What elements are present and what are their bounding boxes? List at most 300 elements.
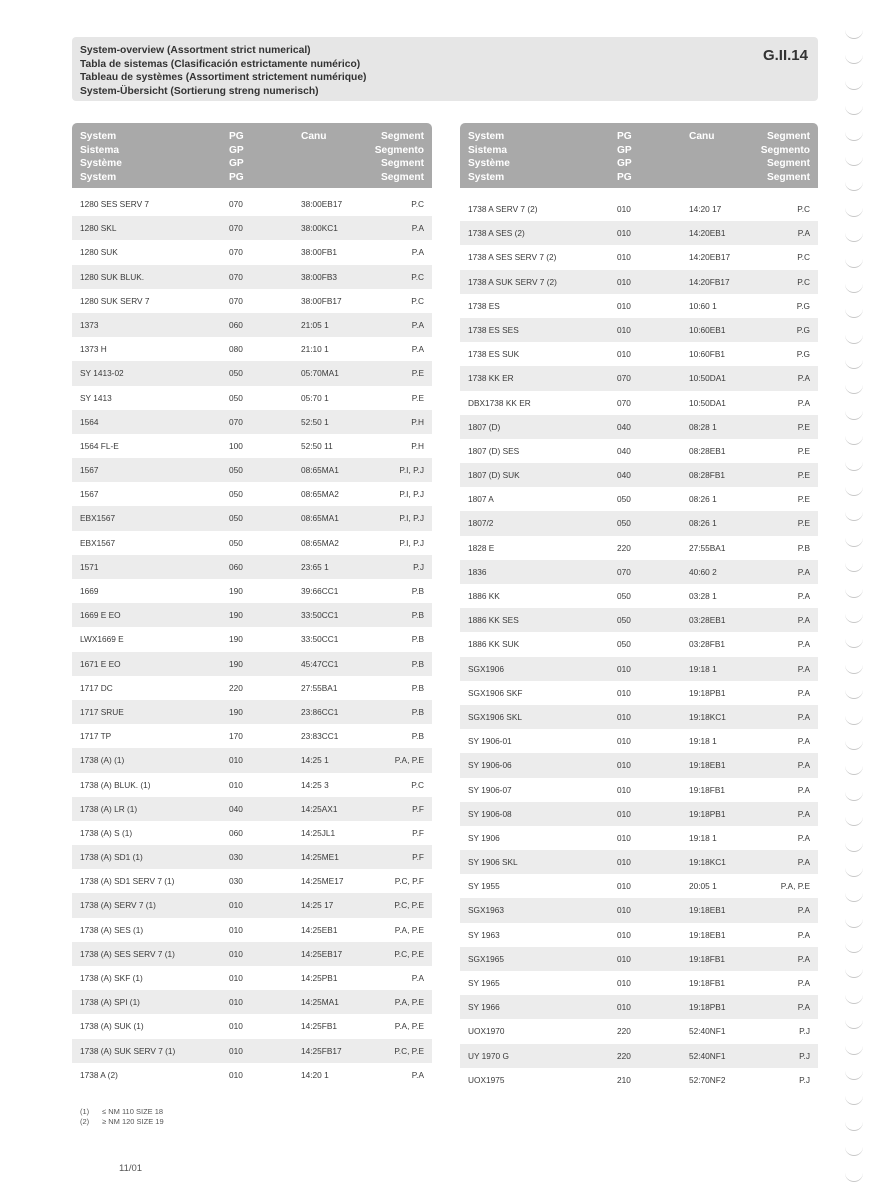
binder-hole bbox=[845, 942, 863, 953]
segment-cell: P.F bbox=[412, 803, 424, 814]
canu-cell: 08:28EB1 bbox=[689, 445, 726, 456]
segment-cell: P.B bbox=[797, 542, 810, 553]
pg-cell: 010 bbox=[229, 924, 243, 935]
binder-hole bbox=[845, 714, 863, 725]
table-row bbox=[72, 652, 432, 676]
binder-hole bbox=[845, 460, 863, 471]
table-row bbox=[72, 700, 432, 724]
binder-hole bbox=[845, 383, 863, 394]
pg-cell: 010 bbox=[229, 779, 243, 790]
canu-cell: 14:25AX1 bbox=[301, 803, 338, 814]
segment-cell: P.A bbox=[797, 663, 810, 674]
binder-holes bbox=[845, 28, 867, 1196]
canu-cell: 10:60FB1 bbox=[689, 349, 725, 360]
pg-cell: 010 bbox=[617, 1002, 631, 1013]
segment-cell: P.C, P.E bbox=[394, 900, 424, 911]
canu-cell: 38:00FB1 bbox=[301, 247, 337, 258]
pg-cell: 010 bbox=[617, 808, 631, 819]
pg-cell: 040 bbox=[229, 803, 243, 814]
table-row bbox=[72, 506, 432, 530]
table-row bbox=[72, 797, 432, 821]
table-row bbox=[460, 511, 818, 535]
segment-cell: P.B bbox=[411, 658, 424, 669]
canu-cell: 21:05 1 bbox=[301, 319, 329, 330]
table-row bbox=[460, 705, 818, 729]
segment-cell: P.J bbox=[799, 1050, 810, 1061]
table-row bbox=[72, 748, 432, 772]
segment-cell: P.A bbox=[797, 808, 810, 819]
footnote: (2) ≥ NM 120 SIZE 19 bbox=[80, 1117, 164, 1126]
pg-cell: 050 bbox=[229, 489, 243, 500]
system-cell: 1807 (D) SES bbox=[468, 445, 520, 456]
canu-cell: 14:20FB17 bbox=[689, 276, 730, 287]
system-cell: 1807 A bbox=[468, 494, 494, 505]
system-cell: SGX1963 bbox=[468, 905, 504, 916]
pg-cell: 080 bbox=[229, 344, 243, 355]
binder-hole bbox=[845, 815, 863, 826]
segment-cell: P.B bbox=[411, 682, 424, 693]
table-row bbox=[72, 869, 432, 893]
binder-hole bbox=[845, 434, 863, 445]
system-cell: 1280 SUK BLUK. bbox=[80, 271, 145, 282]
system-cell: SGX1906 SKF bbox=[468, 687, 523, 698]
segment-cell: P.B bbox=[411, 706, 424, 717]
system-cell: 1886 KK SUK bbox=[468, 639, 520, 650]
segment-cell: P.A bbox=[797, 711, 810, 722]
pg-cell: 010 bbox=[229, 1069, 243, 1080]
binder-hole bbox=[845, 967, 863, 978]
pg-cell: 070 bbox=[617, 373, 631, 384]
canu-cell: 08:65MA2 bbox=[301, 489, 339, 500]
table-row bbox=[72, 1063, 432, 1087]
pg-cell: 050 bbox=[617, 494, 631, 505]
binder-hole bbox=[845, 1171, 863, 1182]
segment-cell: P.F bbox=[412, 827, 424, 838]
canu-cell: 08:26 1 bbox=[689, 518, 717, 529]
table-row bbox=[460, 294, 818, 318]
binder-hole bbox=[845, 1044, 863, 1055]
system-cell: 1373 H bbox=[80, 344, 107, 355]
segment-cell: P.C bbox=[411, 779, 424, 790]
column-canu: Canu bbox=[689, 131, 715, 142]
segment-cell: P.E bbox=[411, 368, 424, 379]
pg-cell: 170 bbox=[229, 731, 243, 742]
pg-cell: 010 bbox=[617, 711, 631, 722]
pg-cell: 190 bbox=[229, 610, 243, 621]
segment-cell: P.I, P.J bbox=[399, 465, 424, 476]
pg-cell: 190 bbox=[229, 634, 243, 645]
table-row bbox=[460, 874, 818, 898]
table-row bbox=[460, 753, 818, 777]
title-es: Tabla de sistemas (Clasificación estrictamente numérico) bbox=[80, 58, 361, 70]
column-segment: Segment Segmento Segment Segment bbox=[374, 131, 424, 183]
canu-cell: 14:20 1 bbox=[301, 1069, 329, 1080]
pg-cell: 070 bbox=[229, 199, 243, 209]
binder-hole bbox=[845, 333, 863, 344]
canu-cell: 38:00EB17 bbox=[301, 199, 343, 209]
canu-cell: 14:20 17 bbox=[689, 204, 722, 214]
table-row bbox=[72, 289, 432, 313]
canu-cell: 19:18EB1 bbox=[689, 760, 726, 771]
binder-hole bbox=[845, 510, 863, 521]
table-row bbox=[460, 221, 818, 245]
system-cell: 1567 bbox=[80, 465, 99, 476]
table-row bbox=[460, 1068, 818, 1092]
canu-cell: 05:70 1 bbox=[301, 392, 329, 403]
table-row bbox=[460, 1044, 818, 1068]
page-date: 11/01 bbox=[119, 1163, 143, 1174]
binder-hole bbox=[845, 663, 863, 674]
right-table bbox=[460, 123, 818, 1092]
pg-cell: 190 bbox=[229, 706, 243, 717]
segment-cell: P.B bbox=[411, 634, 424, 645]
system-cell: 1738 A (2) bbox=[80, 1069, 118, 1080]
canu-cell: 19:18EB1 bbox=[689, 905, 726, 916]
pg-cell: 010 bbox=[617, 349, 631, 360]
system-cell: 1738 (A) SES (1) bbox=[80, 924, 144, 935]
table-row bbox=[460, 584, 818, 608]
pg-cell: 070 bbox=[229, 295, 243, 306]
canu-cell: 14:25ME1 bbox=[301, 852, 339, 863]
canu-cell: 19:18FB1 bbox=[689, 978, 725, 988]
binder-hole bbox=[845, 53, 863, 64]
canu-cell: 14:20EB17 bbox=[689, 252, 731, 263]
binder-hole bbox=[845, 130, 863, 141]
system-cell: SY 1965 bbox=[468, 978, 500, 988]
pg-cell: 010 bbox=[229, 755, 243, 766]
segment-cell: P.B bbox=[411, 731, 424, 742]
system-cell: 1564 bbox=[80, 416, 99, 427]
segment-cell: P.A bbox=[797, 929, 810, 940]
table-row bbox=[72, 192, 432, 216]
system-cell: 1717 TP bbox=[80, 731, 112, 742]
pg-cell: 050 bbox=[229, 537, 243, 548]
segment-cell: P.A bbox=[797, 615, 810, 626]
segment-cell: P.J bbox=[799, 1074, 810, 1085]
canu-cell: 23:86CC1 bbox=[301, 706, 339, 717]
table-body bbox=[72, 192, 432, 1087]
pg-cell: 220 bbox=[617, 542, 631, 553]
system-cell: SY 1906 SKL bbox=[468, 857, 518, 868]
segment-cell: P.C bbox=[797, 252, 810, 263]
segment-cell: P.A, P.E bbox=[394, 924, 424, 935]
table-row bbox=[460, 947, 818, 971]
table-row bbox=[460, 971, 818, 995]
canu-cell: 45:47CC1 bbox=[301, 658, 339, 669]
canu-cell: 14:25 3 bbox=[301, 779, 329, 790]
canu-cell: 14:25PB1 bbox=[301, 973, 338, 983]
table-row bbox=[460, 318, 818, 342]
table-row bbox=[72, 724, 432, 748]
pg-cell: 030 bbox=[229, 876, 243, 887]
canu-cell: 03:28 1 bbox=[689, 591, 717, 601]
canu-cell: 52:40NF1 bbox=[689, 1050, 726, 1061]
system-cell: 1738 (A) SD1 (1) bbox=[80, 852, 143, 863]
segment-cell: P.A, P.E bbox=[394, 997, 424, 1008]
system-cell: 1373 bbox=[80, 319, 99, 330]
binder-hole bbox=[845, 485, 863, 496]
segment-cell: P.C, P.E bbox=[394, 1045, 424, 1056]
canu-cell: 03:28FB1 bbox=[689, 639, 725, 650]
table-row bbox=[460, 342, 818, 366]
pg-cell: 190 bbox=[229, 658, 243, 669]
pg-cell: 010 bbox=[229, 973, 243, 983]
canu-cell: 20:05 1 bbox=[689, 881, 717, 892]
pg-cell: 010 bbox=[617, 324, 631, 335]
title-de: System-Übersicht (Sortierung streng numerisch) bbox=[80, 85, 319, 97]
segment-cell: P.J bbox=[799, 1026, 810, 1037]
pg-cell: 070 bbox=[617, 397, 631, 408]
canu-cell: 14:25FB17 bbox=[301, 1045, 342, 1056]
segment-cell: P.E bbox=[797, 445, 810, 456]
segment-cell: P.C, P.E bbox=[394, 948, 424, 959]
pg-cell: 050 bbox=[617, 518, 631, 529]
system-cell: 1738 (A) SUK (1) bbox=[80, 1021, 144, 1032]
table-row bbox=[460, 1019, 818, 1043]
pg-cell: 060 bbox=[229, 561, 243, 572]
canu-cell: 14:20EB1 bbox=[689, 228, 726, 239]
table-row bbox=[460, 923, 818, 947]
table-header bbox=[72, 123, 432, 188]
system-cell: UOX1975 bbox=[468, 1074, 505, 1085]
table-row bbox=[72, 966, 432, 990]
segment-cell: P.G bbox=[796, 349, 810, 360]
system-cell: 1738 (A) S (1) bbox=[80, 827, 133, 838]
segment-cell: P.A, P.E bbox=[780, 881, 810, 892]
system-cell: 1571 bbox=[80, 561, 99, 572]
pg-cell: 050 bbox=[229, 513, 243, 524]
pg-cell: 010 bbox=[617, 881, 631, 892]
table-row bbox=[72, 240, 432, 264]
table-row bbox=[72, 1014, 432, 1038]
canu-cell: 38:00KC1 bbox=[301, 223, 338, 234]
binder-hole bbox=[845, 790, 863, 801]
table-row bbox=[72, 313, 432, 337]
segment-cell: P.I, P.J bbox=[399, 513, 424, 524]
pg-cell: 070 bbox=[617, 566, 631, 577]
system-cell: 1807/2 bbox=[468, 518, 494, 529]
table-row bbox=[72, 410, 432, 434]
canu-cell: 52:40NF1 bbox=[689, 1026, 726, 1037]
pg-cell: 010 bbox=[617, 905, 631, 916]
canu-cell: 19:18FB1 bbox=[689, 784, 725, 795]
binder-hole bbox=[845, 307, 863, 318]
table-row bbox=[460, 608, 818, 632]
canu-cell: 19:18PB1 bbox=[689, 808, 726, 819]
table-row bbox=[72, 990, 432, 1014]
segment-cell: P.E bbox=[797, 470, 810, 481]
pg-cell: 010 bbox=[617, 784, 631, 795]
binder-hole bbox=[845, 79, 863, 90]
pg-cell: 050 bbox=[229, 465, 243, 476]
table-row bbox=[460, 681, 818, 705]
segment-cell: P.A bbox=[797, 373, 810, 384]
table-row bbox=[72, 579, 432, 603]
pg-cell: 010 bbox=[617, 204, 631, 214]
system-cell: 1738 KK ER bbox=[468, 373, 514, 384]
segment-cell: P.A bbox=[411, 247, 424, 258]
pg-cell: 010 bbox=[617, 760, 631, 771]
binder-hole bbox=[845, 917, 863, 928]
pg-cell: 040 bbox=[617, 470, 631, 481]
segment-cell: P.G bbox=[796, 300, 810, 311]
binder-hole bbox=[845, 206, 863, 217]
pg-cell: 010 bbox=[617, 687, 631, 698]
canu-cell: 08:65MA1 bbox=[301, 465, 339, 476]
binder-hole bbox=[845, 891, 863, 902]
system-cell: 1280 SUK SERV 7 bbox=[80, 295, 150, 306]
binder-hole bbox=[845, 282, 863, 293]
table-row bbox=[460, 632, 818, 656]
header-titles bbox=[80, 44, 367, 98]
table-row bbox=[72, 386, 432, 410]
pg-cell: 220 bbox=[229, 682, 243, 693]
table-row bbox=[460, 366, 818, 390]
binder-hole bbox=[845, 180, 863, 191]
system-cell: 1738 ES SES bbox=[468, 324, 519, 335]
system-cell: SY 1963 bbox=[468, 929, 500, 940]
canu-cell: 19:18 1 bbox=[689, 736, 717, 747]
system-cell: SY 1966 bbox=[468, 1002, 500, 1013]
system-cell: 1738 (A) SERV 7 (1) bbox=[80, 900, 156, 911]
system-cell: 1717 SRUE bbox=[80, 706, 124, 717]
canu-cell: 14:25 17 bbox=[301, 900, 334, 911]
system-cell: SGX1906 SKL bbox=[468, 711, 522, 722]
binder-hole bbox=[845, 1094, 863, 1105]
system-cell: 1738 A SES SERV 7 (2) bbox=[468, 252, 557, 263]
canu-cell: 19:18 1 bbox=[689, 663, 717, 674]
canu-cell: 27:55BA1 bbox=[689, 542, 726, 553]
column-pg: PG GP GP PG bbox=[229, 131, 244, 183]
table-row bbox=[460, 657, 818, 681]
system-cell: 1671 E EO bbox=[80, 658, 121, 669]
table-row bbox=[72, 821, 432, 845]
segment-cell: P.A bbox=[797, 228, 810, 239]
canu-cell: 05:70MA1 bbox=[301, 368, 339, 379]
binder-hole bbox=[845, 739, 863, 750]
segment-cell: P.C bbox=[411, 199, 424, 209]
pg-cell: 010 bbox=[617, 929, 631, 940]
table-row bbox=[72, 531, 432, 555]
system-cell: SGX1906 bbox=[468, 663, 504, 674]
column-system: System Sistema Système System bbox=[80, 131, 122, 183]
binder-hole bbox=[845, 561, 863, 572]
system-cell: 1738 ES SUK bbox=[468, 349, 520, 360]
table-row bbox=[72, 265, 432, 289]
system-cell: UOX1970 bbox=[468, 1026, 505, 1037]
pg-cell: 010 bbox=[229, 1045, 243, 1056]
canu-cell: 33:50CC1 bbox=[301, 610, 339, 621]
segment-cell: P.A bbox=[411, 223, 424, 234]
segment-cell: P.I, P.J bbox=[399, 489, 424, 500]
table-row bbox=[460, 778, 818, 802]
pg-cell: 060 bbox=[229, 319, 243, 330]
segment-cell: P.B bbox=[411, 586, 424, 596]
column-pg: PG GP GP PG bbox=[617, 131, 632, 183]
binder-hole bbox=[845, 358, 863, 369]
system-cell: 1738 (A) SKF (1) bbox=[80, 973, 143, 983]
segment-cell: P.C bbox=[411, 295, 424, 306]
segment-cell: P.A, P.E bbox=[394, 755, 424, 766]
canu-cell: 10:60EB1 bbox=[689, 324, 726, 335]
pg-cell: 010 bbox=[617, 252, 631, 263]
segment-cell: P.A bbox=[797, 1002, 810, 1013]
binder-hole bbox=[845, 993, 863, 1004]
table-row bbox=[460, 463, 818, 487]
segment-cell: P.G bbox=[796, 324, 810, 335]
canu-cell: 08:28FB1 bbox=[689, 470, 725, 481]
table-row bbox=[72, 337, 432, 361]
segment-cell: P.C bbox=[797, 204, 810, 214]
pg-cell: 010 bbox=[617, 663, 631, 674]
segment-cell: P.A bbox=[411, 1069, 424, 1080]
table-row bbox=[460, 536, 818, 560]
system-cell: 1669 E EO bbox=[80, 610, 121, 621]
pg-cell: 040 bbox=[617, 421, 631, 432]
table-row bbox=[72, 458, 432, 482]
canu-cell: 33:50CC1 bbox=[301, 634, 339, 645]
system-cell: 1738 ES bbox=[468, 300, 500, 311]
segment-cell: P.A bbox=[797, 857, 810, 868]
canu-cell: 52:50 11 bbox=[301, 440, 333, 451]
canu-cell: 23:83CC1 bbox=[301, 731, 339, 742]
binder-hole bbox=[845, 688, 863, 699]
system-cell: 1738 (A) BLUK. (1) bbox=[80, 779, 151, 790]
segment-cell: P.A bbox=[797, 978, 810, 988]
pg-cell: 050 bbox=[617, 591, 631, 601]
table-row bbox=[460, 245, 818, 269]
canu-cell: 14:25MA1 bbox=[301, 997, 339, 1008]
binder-hole bbox=[845, 841, 863, 852]
canu-cell: 14:25ME17 bbox=[301, 876, 344, 887]
segment-cell: P.A, P.E bbox=[394, 1021, 424, 1032]
binder-hole bbox=[845, 28, 863, 39]
canu-cell: 14:25EB17 bbox=[301, 948, 343, 959]
canu-cell: 27:55BA1 bbox=[301, 682, 338, 693]
table-row bbox=[460, 802, 818, 826]
canu-cell: 52:70NF2 bbox=[689, 1074, 726, 1085]
binder-hole bbox=[845, 764, 863, 775]
system-cell: SY 1906-06 bbox=[468, 760, 512, 771]
table-row bbox=[72, 845, 432, 869]
table-row bbox=[460, 729, 818, 753]
table-header bbox=[460, 123, 818, 188]
system-cell: SY 1413 bbox=[80, 392, 112, 403]
table-row bbox=[460, 391, 818, 415]
system-cell: 1828 E bbox=[468, 542, 495, 553]
pg-cell: 050 bbox=[617, 639, 631, 650]
pg-cell: 210 bbox=[617, 1074, 631, 1085]
system-cell: 1567 bbox=[80, 489, 99, 500]
system-cell: DBX1738 KK ER bbox=[468, 397, 531, 408]
system-cell: SY 1906-08 bbox=[468, 808, 512, 819]
segment-cell: P.A bbox=[797, 953, 810, 964]
pg-cell: 010 bbox=[229, 900, 243, 911]
binder-hole bbox=[845, 1145, 863, 1156]
binder-hole bbox=[845, 155, 863, 166]
system-cell: SY 1906-01 bbox=[468, 736, 512, 747]
system-cell: 1738 A SES (2) bbox=[468, 228, 525, 239]
pg-cell: 010 bbox=[617, 978, 631, 988]
canu-cell: 19:18PB1 bbox=[689, 1002, 726, 1013]
segment-cell: P.E bbox=[411, 392, 424, 403]
canu-cell: 14:25FB1 bbox=[301, 1021, 337, 1032]
system-cell: 1836 bbox=[468, 566, 487, 577]
system-cell: 1738 (A) SUK SERV 7 (1) bbox=[80, 1045, 176, 1056]
system-cell: SY 1906 bbox=[468, 832, 500, 843]
canu-cell: 19:18FB1 bbox=[689, 953, 725, 964]
table-row bbox=[72, 627, 432, 651]
